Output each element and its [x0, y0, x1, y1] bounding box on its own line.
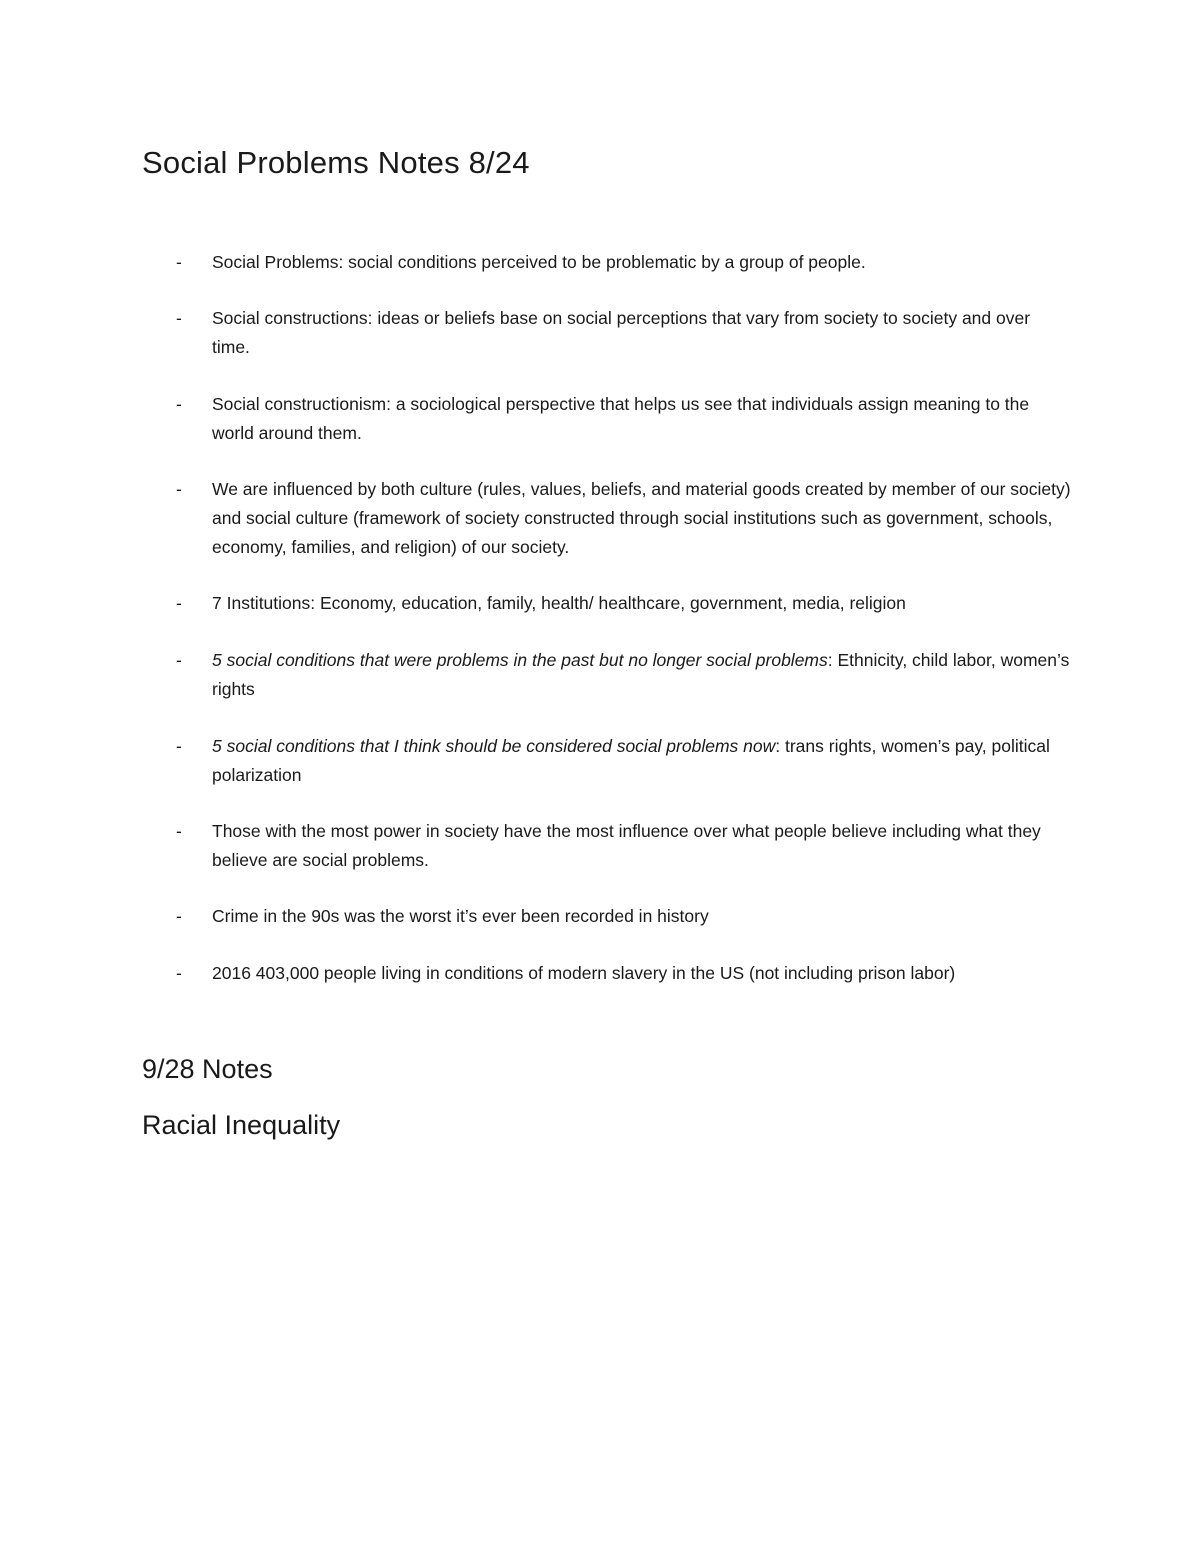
bullet-dash: - — [176, 394, 182, 414]
note-item — [176, 589, 1072, 618]
note-item — [176, 646, 1072, 704]
bullet-dash: - — [176, 593, 182, 613]
bullet-dash: - — [176, 736, 182, 756]
bullet-dash: - — [176, 963, 182, 983]
note-text: Crime in the 90s was the worst it’s ever been recorded in history — [212, 906, 709, 926]
note-text: Social Problems: social conditions perceived to be problematic by a group of people. — [212, 252, 866, 272]
bullet-dash: - — [176, 650, 182, 670]
note-item — [176, 390, 1072, 448]
note-text: 7 Institutions: Economy, education, family, health/ healthcare, government, media, religion — [212, 593, 906, 613]
note-item — [176, 959, 1072, 988]
note-italic-text: 5 social conditions that I think should be considered social problems now — [212, 736, 776, 756]
note-italic-text: 5 social conditions that were problems in the past but no longer social problems — [212, 650, 828, 670]
note-text: Those with the most power in society have the most influence over what people believe including what they believe are social problems. — [212, 821, 1041, 870]
note-text: : trans rights, women’s pay, political polarization — [212, 736, 1050, 785]
note-text: 2016 403,000 people living in conditions of modern slavery in the US (not including prison labor) — [212, 963, 956, 983]
note-text: Social constructions: ideas or beliefs base on social perceptions that vary from society to society and over time. — [212, 308, 1031, 357]
note-text: We are influenced by both culture (rules, values, beliefs, and material goods created by member of our society) and social culture (framework of society constructed through social institutions such as government, schools, economy, families, and religion) of our society. — [212, 479, 1071, 557]
note-item — [176, 248, 1072, 277]
note-item — [176, 732, 1072, 790]
note-item — [176, 304, 1072, 362]
section-title-heading: Racial Inequality — [142, 1110, 341, 1140]
bullet-dash: - — [176, 906, 182, 926]
note-text: Social constructionism: a sociological perspective that helps us see that individuals assign meaning to the world around them. — [212, 394, 1030, 443]
note-item — [176, 817, 1072, 875]
bullet-dash: - — [176, 308, 182, 328]
note-item — [176, 902, 1072, 931]
bullet-dash: - — [176, 821, 182, 841]
bullet-dash: - — [176, 479, 182, 499]
section-date-heading: 9/28 Notes — [142, 1054, 273, 1084]
note-text: : Ethnicity, child labor, women’s rights — [212, 650, 1070, 699]
bullet-dash: - — [176, 252, 182, 272]
page-title: Social Problems Notes 8/24 — [142, 145, 530, 180]
note-item — [176, 475, 1072, 562]
